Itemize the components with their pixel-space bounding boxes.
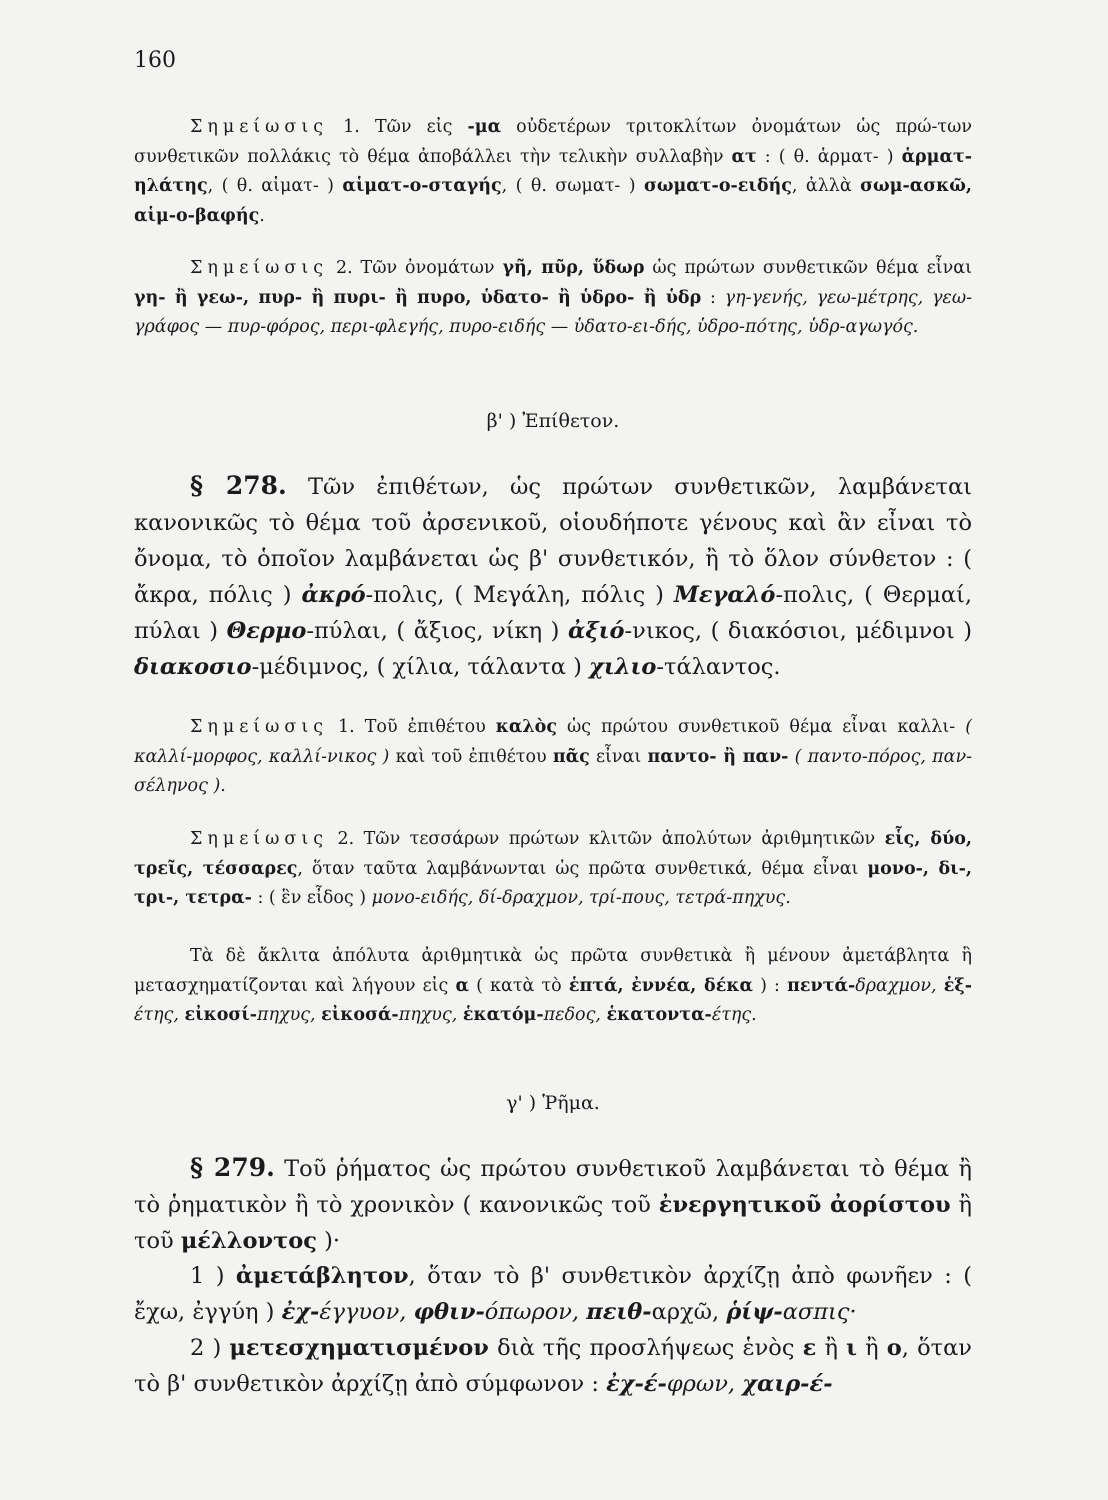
text-run: )·: [317, 1228, 341, 1254]
emphasized-text: ι: [846, 1335, 857, 1361]
emphasized-text: όπωρον,: [484, 1299, 587, 1325]
emphasized-text: -μα: [467, 117, 502, 137]
emphasized-text: πεντά-: [787, 975, 856, 996]
emphasized-text: ἐνεργητικοῦ ἀορίστου: [658, 1192, 951, 1218]
text-run: , ( θ. αἱματ- ): [207, 176, 343, 196]
emphasized-text: ἀμετάβλητον: [235, 1263, 409, 1289]
paragraph-body: [134, 474, 972, 680]
section-number: § 279.: [190, 1153, 275, 1182]
note-1-kalos-pas: [134, 713, 972, 802]
emphasized-text: ἁρματ-ηλάτης: [134, 146, 972, 196]
text-run: , ὅταν τὸ β' συνθετικὸν ἀρχίζῃ ἀπὸ φωνῆεν : ( ἔχω, ἐγγύη ): [134, 1263, 972, 1325]
emphasized-text: μονο-ειδής, δί-δραχμον, τρί-πους, τετρά-πηχυς.: [371, 888, 791, 908]
emphasized-text: διακοσιο: [134, 654, 252, 680]
note-label: Σημείωσις: [190, 829, 329, 849]
text-run: -τάλαντος.: [656, 654, 781, 680]
list-item-2-transformed: [134, 1330, 972, 1402]
note-1-nouns-in-ma: [134, 113, 972, 231]
emphasized-text: φθιν-: [413, 1299, 485, 1325]
emphasized-text: γη- ἢ γεω-, πυρ- ἢ πυρι- ἢ πυρο, ὑδατο- ἢ ὑδρο- ἢ ὑδρ: [134, 287, 702, 308]
emphasized-text: ἑξ-: [943, 975, 972, 996]
note-body: [134, 946, 972, 1025]
emphasized-text: δραχμον,: [855, 975, 944, 996]
text-run: ) :: [752, 975, 788, 996]
emphasized-text: ε: [802, 1335, 817, 1361]
emphasized-text: γῆ, πῦρ, ὕδωρ: [502, 258, 645, 278]
section-number: § 278.: [190, 471, 287, 500]
note-2-ge-pyr-hydor: [134, 254, 972, 343]
emphasized-text: ἑπτά, ἐννέα, δέκα: [568, 975, 753, 996]
emphasized-text: γη-γενής, γεω-μέτρης, γεω-γράφος — πυρ-φόρος, περι-φλεγής, πυρο-ειδής — ὑδατο-ει-δής, ὑδρο-πότης, ὑδρ-αγωγός.: [134, 287, 973, 337]
text-run: , ὅταν τὸ β' συνθετικὸν ἀρχίζῃ ἀπὸ σύμφωνον :: [134, 1335, 972, 1397]
emphasized-text: ἑκατοντα-: [606, 1005, 712, 1025]
paragraph-279: [134, 1150, 972, 1259]
text-run: καὶ τοῦ ἐπιθέτου: [389, 746, 553, 767]
text-run: ἢ τοῦ: [134, 1192, 973, 1254]
emphasized-text: αἱματ-ο-σταγής: [342, 176, 502, 196]
emphasized-text: φρων,: [666, 1371, 743, 1397]
emphasized-text: ἑκατόμ-: [462, 1005, 544, 1025]
text-run: ( κατὰ τὸ: [468, 975, 569, 996]
section-heading-verb: γ' ) Ῥῆμα.: [506, 1092, 600, 1114]
emphasized-text: ( καλλί-μορφος, καλλί-νικος ): [134, 717, 973, 767]
emphasized-text: χαιρ-έ-: [742, 1371, 833, 1397]
emphasized-text: πηχυς,: [398, 1005, 463, 1025]
note-label: Σημείωσις: [190, 717, 329, 737]
emphasized-text: α: [455, 975, 469, 996]
text-run: 2 ): [190, 1335, 230, 1361]
text-run: .: [259, 205, 265, 226]
emphasized-text: ο: [886, 1335, 902, 1361]
text-run: : ( θ. ἁρματ- ): [756, 146, 902, 167]
emphasized-text: μονο-, δι-, τρι-, τετρα-: [134, 858, 972, 908]
emphasized-text: εἷς, δύο, τρεῖς, τέσσαρες: [134, 829, 972, 879]
emphasized-text: ἀξιό: [568, 618, 625, 644]
text-run: Τοῦ ῥήματος ὡς πρώτου συνθετικοῦ λαμβάνεται τὸ θέμα ἢ τὸ ῥηματικὸν ἢ τὸ χρονικὸν ( κανονικῶς τοῦ: [134, 1156, 972, 1218]
list-item-1-unchanged: [134, 1258, 972, 1330]
text-run: -μέδιμνος, ( χίλια, τάλαντα ): [251, 654, 590, 680]
emphasized-text: έτης.: [711, 1005, 757, 1025]
text-run: αρχῶ,: [651, 1299, 727, 1325]
note-label: Σημείωσις: [190, 258, 329, 278]
text-run: , ἀλλὰ: [791, 176, 861, 196]
emphasized-text: ἐχ-έ-: [606, 1371, 667, 1397]
emphasized-text: πηχυς,: [257, 1005, 322, 1025]
emphasized-text: μέλλοντος: [180, 1228, 317, 1254]
emphasized-text: πᾶς: [552, 746, 590, 767]
text-run: Τὰ δὲ ἄκλιτα ἀπόλυτα ἀριθμητικὰ ὡς πρῶτα συνθετικὰ ἢ μένουν ἀμετάβλητα ἢ μετασχηματίζονται καὶ λήγουν εἰς: [134, 946, 972, 996]
text-run: εἶναι: [589, 746, 648, 767]
list-item-body: [134, 1263, 972, 1325]
text-run: :: [701, 287, 725, 308]
text-run: 1. Τῶν εἰς: [328, 117, 468, 137]
emphasized-text: ἐχ-: [281, 1299, 320, 1325]
emphasized-text: ( παντο-πόρος, παν-σέληνος ).: [134, 746, 973, 796]
emphasized-text: ασπις·: [782, 1299, 857, 1325]
emphasized-text: σωματ-ο-ειδής: [643, 176, 792, 196]
text-run: -νικος, ( διακόσιοι, μέδιμνοι ): [624, 618, 973, 644]
emphasized-text: εἰκοσί-: [184, 1005, 258, 1025]
emphasized-text: εἰκοσά-: [321, 1005, 399, 1025]
emphasized-text: Θερμο: [226, 618, 307, 644]
note-2-numerals: [134, 825, 972, 914]
text-run: 1 ): [190, 1263, 236, 1289]
text-run: ἢ: [816, 1335, 847, 1361]
emphasized-text: Μεγαλό: [673, 582, 776, 608]
text-run: οὐδετέρων τριτοκλίτων ὀνομάτων ὡς πρώ-των συνθετικῶν πολλάκις τὸ θέμα ἀποβάλλει τὴν τελικὴν συλλαβὴν: [134, 117, 973, 167]
text-run: διὰ τῆς προσλήψεως ἑνὸς: [488, 1335, 803, 1361]
section-heading-adjective: β' ) Ἐπίθετον.: [486, 410, 620, 432]
text-run: -πολις, ( Μεγάλη, πόλις ): [365, 582, 674, 608]
list-item-body: [134, 1335, 972, 1397]
text-run: -πύλαι, ( ἄξιος, νίκη ): [306, 618, 568, 644]
emphasized-text: παντο- ἢ παν-: [647, 746, 789, 767]
emphasized-text: μετεσχηματισμένον: [229, 1335, 489, 1361]
text-run: , ( θ. σωματ- ): [501, 176, 644, 196]
text-run: -πολις, ( Θερμαί, πύλαι ): [134, 582, 972, 644]
paragraph-278: [134, 468, 972, 685]
text-run: Τῶν ἐπιθέτων, ὡς πρώτων συνθετικῶν, λαμβάνεται κανονικῶς τὸ θέμα τοῦ ἀρσενικοῦ, οἱουδήποτε γένους καὶ ἂν εἶναι τὸ ὄνομα, τὸ ὁποῖον λαμβάνεται ὡς β' συνθετικόν, ἢ τὸ ὅλον σύνθετον : ( ἄκρα, πόλις ): [134, 474, 972, 608]
text-run: ἢ: [856, 1335, 887, 1361]
note-indeclinable-numerals: [134, 942, 972, 1031]
emphasized-text: ῥίψ-: [726, 1299, 783, 1325]
text-run: 2. Τῶν τεσσάρων πρώτων κλιτῶν ἀπολύτων ἀριθμητικῶν: [328, 829, 885, 849]
emphasized-text: έτης,: [134, 1005, 185, 1025]
emphasized-text: πειθ-: [586, 1299, 652, 1325]
emphasized-text: ατ: [731, 146, 757, 167]
page-number: 160: [134, 48, 176, 73]
emphasized-text: σωμ-ασκῶ, αἱμ-ο-βαφής: [134, 176, 972, 226]
emphasized-text: έγγυον,: [319, 1299, 414, 1325]
text-run: 1. Τοῦ ἐπιθέτου: [328, 717, 496, 737]
text-run: ὡς πρώτων συνθετικῶν θέμα εἶναι: [644, 258, 972, 278]
text-run: 2. Τῶν ὀνομάτων: [328, 258, 503, 278]
text-run: , ὅταν ταῦτα λαμβάνωνται ὡς πρῶτα συνθετικά, θέμα εἶναι: [297, 858, 868, 879]
text-run: : ( ἓν εἶδος ): [251, 888, 372, 908]
note-label: Σημείωσις: [190, 117, 329, 137]
emphasized-text: ἀκρό: [301, 582, 366, 608]
text-run: ὡς πρώτου συνθετικοῦ θέμα εἶναι καλλι-: [556, 717, 966, 737]
emphasized-text: πεδος,: [543, 1005, 607, 1025]
emphasized-text: χιλιο: [589, 654, 657, 680]
emphasized-text: καλὸς: [495, 717, 557, 737]
